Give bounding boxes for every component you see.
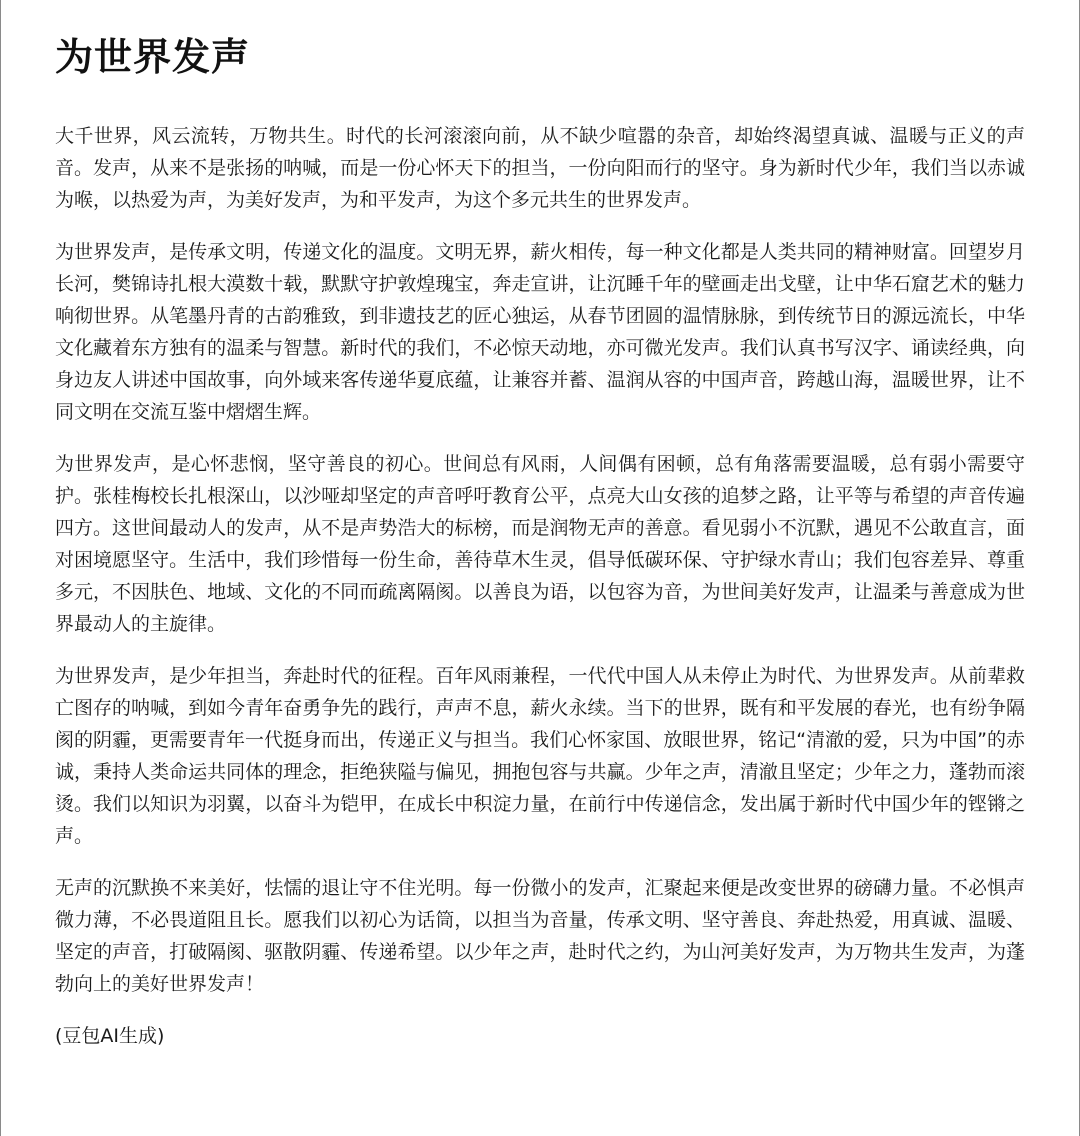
- document-title: 为世界发声: [55, 35, 251, 79]
- paragraph-2: 为世界发声，是传承文明，传递文化的温度。文明无界，薪火相传，每一种文化都是人类共同的精神财富。回望岁月长河，樊锦诗扎根大漠数十载，默默守护敦煌瑰宝，奔走宣讲，让沉睡千年的壁画走出戈壁，让中华石窟艺术的魅力响彻世界。从笔墨丹青的古韵雅致，到非遗技艺的匠心独运，从春节团圆的温情脉脉，到传统节日的源远流长，中华文化藏着东方独有的温柔与智慧。新时代的我们，不必惊天动地，亦可微光发声。我们认真书写汉字、诵读经典，向身边友人讲述中国故事，向外域来客传递华夏底蕴，让兼容并蓄、温润从容的中国声音，跨越山海，温暖世界，让不同文明在交流互鉴中熠熠生辉。: [55, 241, 1025, 423]
- paragraph-1: 大千世界，风云流转，万物共生。时代的长河滚滚向前，从不缺少喧嚣的杂音，却始终渴望真诚、温暖与正义的声音。发声，从来不是张扬的呐喊，而是一份心怀天下的担当，一份向阳而行的坚守。身为新时代少年，我们当以赤诚为喉，以热爱为声，为美好发声，为和平发声，为这个多元共生的世界发声。: [55, 125, 1025, 211]
- paragraph-4: 为世界发声，是少年担当，奔赴时代的征程。百年风雨兼程，一代代中国人从未停止为时代、为世界发声。从前辈救亡图存的呐喊，到如今青年奋勇争先的践行，声声不息，薪火永续。当下的世界，既有和平发展的春光，也有纷争隔阂的阴霾，更需要青年一代挺身而出，传递正义与担当。我们心怀家国、放眼世界，铭记“清澈的爱，只为中国”的赤诚，秉持人类命运共同体的理念，拒绝狭隘与偏见，拥抱包容与共赢。少年之声，清澈且坚定；少年之力，蓬勃而滚烫。我们以知识为羽翼，以奋斗为铠甲，在成长中积淀力量，在前行中传递信念，发出属于新时代中国少年的铿锵之声。: [55, 665, 1025, 847]
- document-page: [1, 0, 1079, 1136]
- paragraph-3: 为世界发声，是心怀悲悯，坚守善良的初心。世间总有风雨，人间偶有困顿，总有角落需要温暖，总有弱小需要守护。张桂梅校长扎根深山，以沙哑却坚定的声音呼吁教育公平，点亮大山女孩的追梦之路，让平等与希望的声音传遍四方。这世间最动人的发声，从不是声势浩大的标榜，而是润物无声的善意。看见弱小不沉默，遇见不公敢直言，面对困境愿坚守。生活中，我们珍惜每一份生命，善待草木生灵，倡导低碳环保、守护绿水青山；我们包容差异、尊重多元，不因肤色、地域、文化的不同而疏离隔阂。以善良为语，以包容为音，为世间美好发声，让温柔与善意成为世界最动人的主旋律。: [55, 453, 1025, 635]
- document-body: [55, 120, 1025, 1052]
- paragraph-5: 无声的沉默换不来美好，怯懦的退让守不住光明。每一份微小的发声，汇聚起来便是改变世界的磅礴力量。不必惧声微力薄，不必畏道阻且长。愿我们以初心为话筒，以担当为音量，传承文明、坚守善良、奔赴热爱，用真诚、温暖、坚定的声音，打破隔阂、驱散阴霾、传递希望。以少年之声，赴时代之约，为山河美好发声，为万物共生发声，为蓬勃向上的美好世界发声！: [55, 877, 1025, 995]
- source-note: (豆包AI生成): [55, 1025, 165, 1047]
